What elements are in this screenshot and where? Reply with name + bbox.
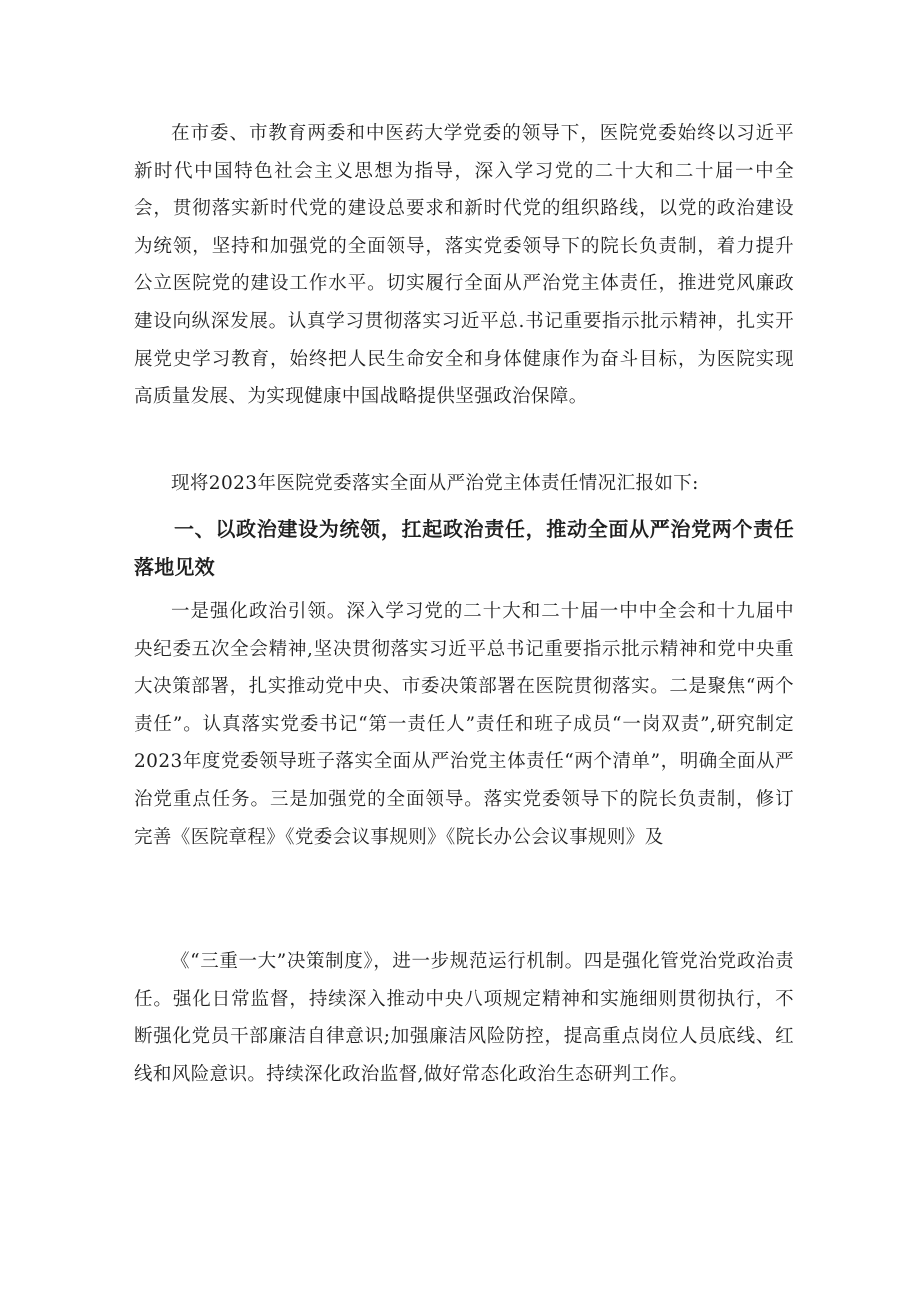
section-heading-1: 一、以政治建设为统领，扛起政治责任，推动全面从严治党两个责任落地见效 (134, 517, 794, 579)
section-1-continuation-paragraph: 《“三重一大”决策制度》，进一步规范运行机制。四是强化管党治党政治责任。强化日常监督，持续深入推动中央八项规定精神和实施细则贯彻执行，不断强化党员干部廉洁自律意识;加强廉洁风险防控，提高重点岗位人员底线、红线和风险意识。持续深化政治监督,做好常态化政治生态研判工作。 (134, 951, 794, 1085)
intro-paragraph: 在市委、市教育两委和中医药大学党委的领导下，医院党委始终以习近平新时代中国特色社会主义思想为指导，深入学习党的二十大和二十届一中全会，贯彻落实新时代党的建设总要求和新时代党的组织路线，以党的政治建设为统领，坚持和加强党的全面领导，落实党委领导下的院长负责制，着力提升公立医院党的建设工作水平。切实履行全面从严治党主体责任，推进党风廉政建设向纵深发展。认真学习贯彻落实习近平总.书记重要指示批示精神，扎实开展党史学习教育，始终把人民生命安全和身体健康作为奋斗目标，为医院实现高质量发展、为实现健康中国战略提供坚强政治保障。 (134, 123, 794, 408)
section-1-paragraph: 一是强化政治引领。深入学习党的二十大和二十届一中中全会和十九届中央纪委五次全会精神,坚决贯彻落实习近平总书记重要指示批示精神和党中央重大决策部署，扎实推动党中央、市委决策部署在医院贯彻落实。二是聚焦“两个责任”。认真落实党委书记“第一责任人”责任和班子成员“一岗双责”,研究制定2023年度党委领导班子落实全面从严治党主体责任“两个清单”，明确全面从严治党重点任务。三是加强党的全面领导。落实党委领导下的院长负责制，修订完善《医院章程》《党委会议事规则》《院长办公会议事规则》及 (134, 601, 794, 848)
report-intro-paragraph: 现将2023年医院党委落实全面从严治党主体责任情况汇报如下: (171, 473, 699, 494)
